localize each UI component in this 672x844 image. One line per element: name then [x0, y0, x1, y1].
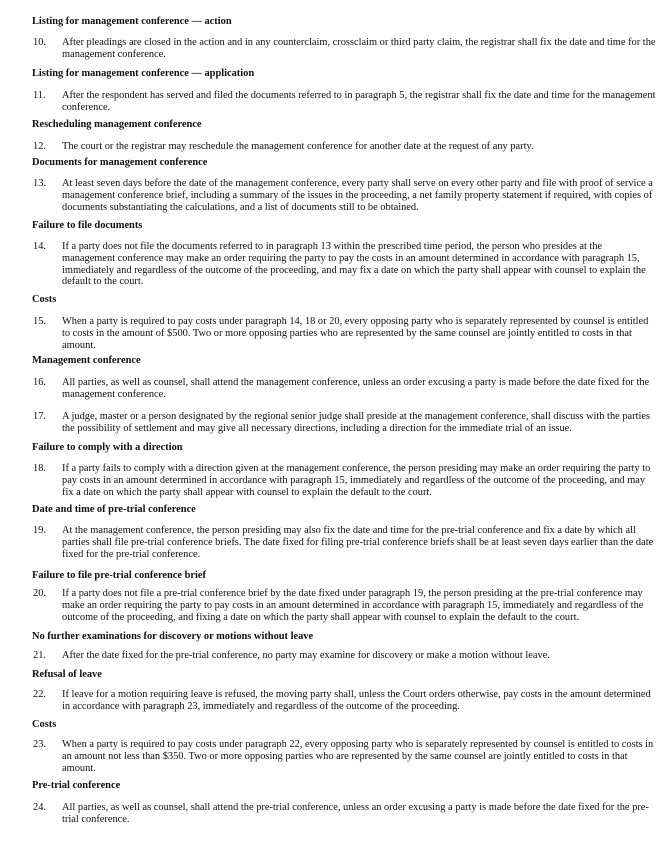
section-heading: Costs [32, 294, 57, 305]
section-heading: Date and time of pre-trial conference [32, 504, 196, 515]
paragraph-number: 15. [33, 316, 46, 327]
section-heading: No further examinations for discovery or motions without leave [32, 631, 314, 642]
paragraph-text: A judge, master or a person designated by the regional senior judge shall preside at the management conference, shall discuss with the parties the possibility of settlement and may give all necessary directions, including a direction for the immediate trial of an issue. [62, 411, 651, 434]
paragraph-text: If a party does not file the documents referred to in paragraph 13 within the prescribed time period, the person who presides at the management conference may make an order requiring the party to pay the costs in an amount determined in accordance with paragraph 15, immediately and regardless of the outcome of the proceeding, and may fix a date on which the party shall appear with counsel to explain the default to the court. [62, 241, 646, 288]
paragraph-text: If leave for a motion requiring leave is refused, the moving party shall, unless the Court orders otherwise, pay costs in the amount determined in accordance with paragraph 23, immediately and regardless of the outcome of the proceeding. [62, 689, 651, 712]
paragraph-text: If a party fails to comply with a direction given at the management conference, the person presiding may make an order requiring the party to pay costs in an amount determined in accordance with paragraph 15, immediately and regardless of the outcome of the proceeding, and may fix a date on which the party shall appear with counsel to explain the default to the court. [62, 463, 651, 498]
paragraph-number: 16. [33, 377, 46, 388]
section-heading: Management conference [32, 355, 141, 366]
paragraph-number: 21. [33, 650, 46, 661]
section-heading: Listing for management conference — action [32, 16, 232, 27]
paragraph-number: 18. [33, 463, 46, 474]
section-heading: Refusal of leave [32, 669, 102, 680]
paragraph-text: When a party is required to pay costs under paragraph 22, every opposing party who is separately represented by counsel is entitled to costs in an amount not less than $350. Two or more opposing parties who are represented by the same counsel are jointly entitled to costs in that amount. [62, 739, 654, 774]
paragraph-text: At least seven days before the date of the management conference, every party shall serve on every other party and file with proof of service a management conference brief, including a summary of the issues in the proceeding, a net family property statement if required, with copies of documents substantiating the calculations, and a list of documents still to be obtained. [62, 178, 653, 213]
paragraph-number: 19. [33, 525, 46, 536]
paragraph-text: After the respondent has served and filed the documents referred to in paragraph 5, the registrar shall fix the date and time for the management conference. [62, 90, 656, 113]
paragraph-text: If a party does not file a pre-trial conference brief by the date fixed under paragraph 19, the person presiding at the pre-trial conference may make an order requiring the party to pay costs in an amount determined in accordance with paragraph 15, immediately and regardless of the outcome of the proceeding, and fixing a date on which the party shall appear with counsel to explain the default to the court. [62, 588, 644, 623]
paragraph-text: All parties, as well as counsel, shall attend the pre-trial conference, unless an order excusing a party is made before the date fixed for the pre-trial conference. [62, 802, 649, 825]
paragraph-number: 12. [33, 141, 46, 152]
section-heading: Rescheduling management conference [32, 119, 202, 130]
section-heading: Documents for management conference [32, 157, 208, 168]
paragraph-number: 23. [33, 739, 46, 750]
paragraph-number: 24. [33, 802, 46, 813]
section-heading: Pre-trial conference [32, 780, 121, 791]
section-heading: Failure to file pre-trial conference brief [32, 570, 206, 581]
section-heading: Failure to file documents [32, 220, 143, 231]
paragraph-number: 17. [33, 411, 46, 422]
paragraph-text: After pleadings are closed in the action and in any counterclaim, crossclaim or third party claim, the registrar shall fix the date and time for the management conference. [62, 37, 656, 60]
paragraph-text: At the management conference, the person presiding may also fix the date and time for the pre-trial conference and fix a date by which all parties shall file pre-trial conference briefs. The date fixed for filing pre-trial conference briefs shall be at least seven days earlier than the date fixed for the pre-trial conference. [62, 525, 654, 560]
paragraph-number: 13. [33, 178, 46, 189]
paragraph-number: 11. [33, 90, 46, 101]
paragraph-number: 22. [33, 689, 46, 700]
paragraph-number: 10. [33, 37, 46, 48]
paragraph-text: When a party is required to pay costs under paragraph 14, 18 or 20, every opposing party who is separately represented by counsel is entitled to costs in the amount of $500. Two or more opposing parties who are represented by the same counsel are jointly entitled to costs in that amount. [62, 316, 649, 351]
paragraph-text: All parties, as well as counsel, shall attend the management conference, unless an order excusing a party is made before the date fixed for the management conference. [62, 377, 650, 400]
section-heading: Costs [32, 719, 57, 730]
paragraph-text: The court or the registrar may reschedule the management conference for another date at the request of any party. [62, 141, 534, 152]
section-heading: Listing for management conference — application [32, 68, 255, 79]
paragraph-number: 20. [33, 588, 46, 599]
section-heading: Failure to comply with a direction [32, 442, 183, 453]
paragraph-number: 14. [33, 241, 46, 252]
paragraph-text: After the date fixed for the pre-trial conference, no party may examine for discovery or make a motion without leave. [62, 650, 550, 661]
